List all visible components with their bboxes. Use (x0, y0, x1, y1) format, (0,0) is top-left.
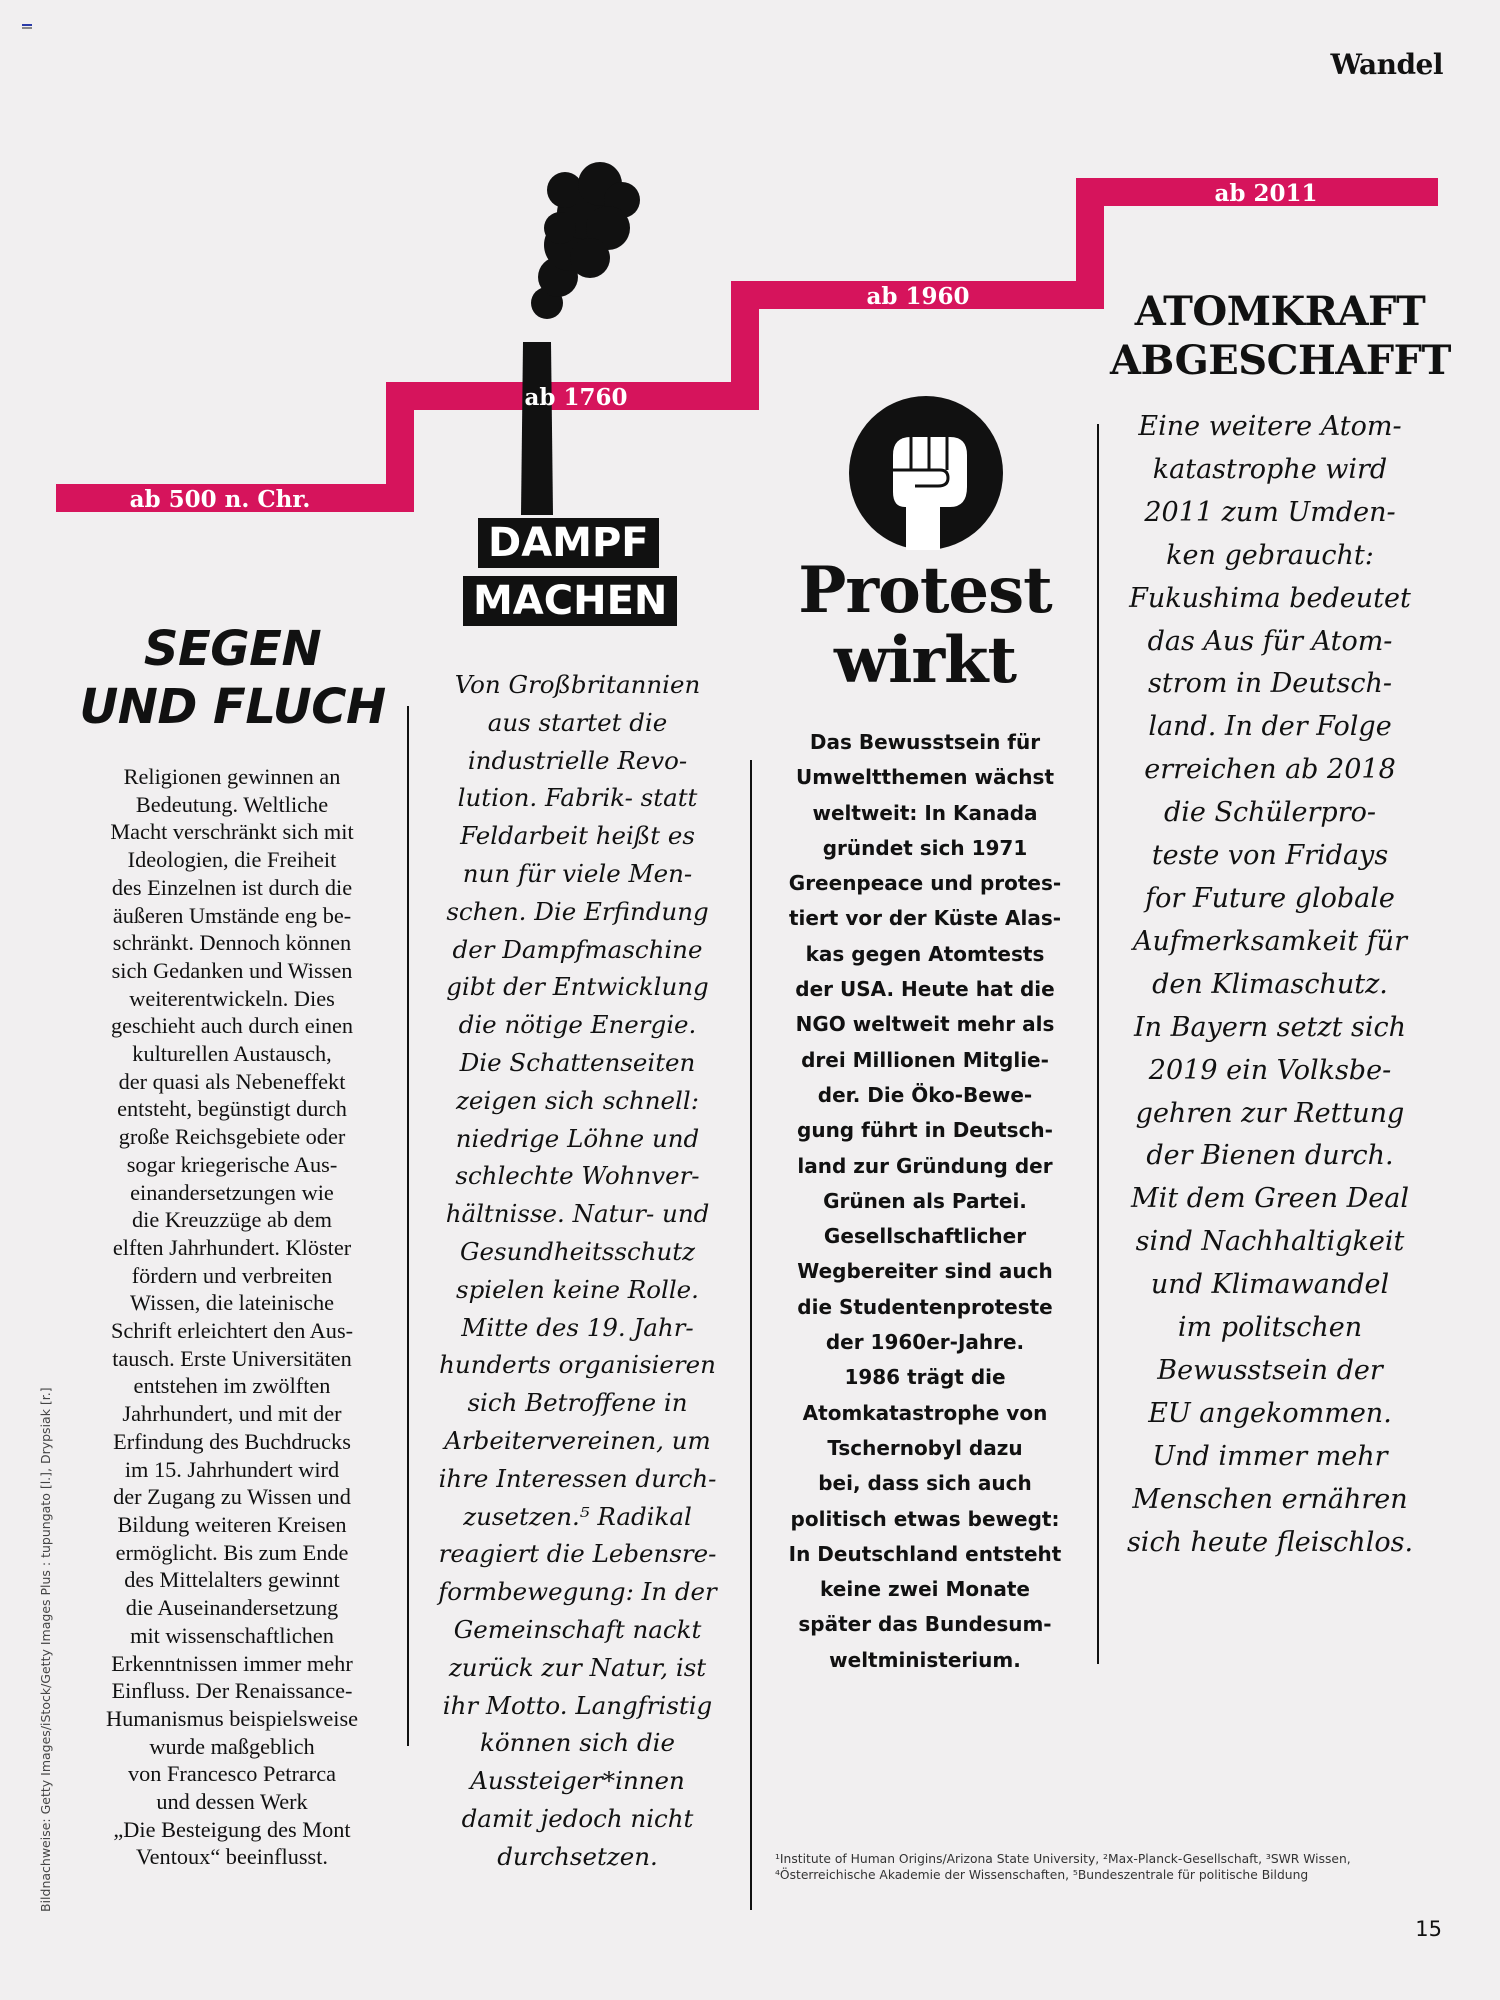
dampf-body-line: ihre Interessen durch- (438, 1463, 717, 1493)
column-rule-3 (1097, 424, 1099, 1664)
dampf-body-line: formbewegung: In der (438, 1577, 717, 1607)
atom-body-line: der Bienen durch. (1146, 1140, 1394, 1172)
segen-body-line: große Reichsgebiete oder (118, 1124, 346, 1150)
atom-body-line: EU angekommen. (1148, 1397, 1392, 1429)
dampf-title-line1-box (478, 518, 659, 568)
protest-body-line: der 1960er-Jahre. (825, 1330, 1025, 1355)
segen-body-line: wurde maßgeblich (149, 1733, 315, 1759)
dampf-body-line: schlechte Wohnver- (455, 1161, 700, 1191)
atom-body-line: Eine weitere Atom- (1138, 411, 1402, 442)
atom-body-line: die Schülerpro- (1164, 797, 1376, 829)
atom-body-line: In Bayern setzt sich (1133, 1011, 1407, 1043)
page-number: 15 (1415, 1917, 1442, 1941)
dampf-body-line: Aussteiger*innen (470, 1766, 685, 1796)
segen-body-line: Erfindung des Buchdrucks (113, 1428, 351, 1454)
dampf-body-line: zusetzen.⁵ Radikal (463, 1501, 692, 1531)
dampf-body-line: zeigen sich schnell: (456, 1085, 699, 1115)
sources-footnote: ¹Institute of Human Origins/Arizona State University, ²Max-Planck-Gesellschaft, ³SWR Wissen, ⁴Österreichische Akademie der Wissenschaften, ⁵Bundeszentrale für politische Bildung (775, 1852, 1351, 1882)
segen-body-line: sich Gedanken und Wissen (111, 957, 353, 983)
dampf-title-line2: MACHEN (463, 576, 677, 626)
protest-body-line: gründet sich 1971 (822, 835, 1028, 860)
segen-body-line: von Francesco Petrarca (127, 1761, 336, 1787)
dampf-body-line: nun für viele Men- (462, 858, 693, 888)
protest-body-line: der USA. Heute hat die (795, 977, 1055, 1002)
dampf-body-line: spielen keine Rolle. (456, 1274, 699, 1304)
protest-body-line: NGO weltweit mehr als (795, 1012, 1055, 1037)
atom-body-line: teste von Fridays (1151, 840, 1389, 872)
section-label: Wandel (1330, 48, 1443, 81)
factory-smoke-icon (521, 162, 640, 515)
protest-body-line: der. Die Öko-Bewe- (817, 1082, 1033, 1107)
atom-body-line: Bewusstsein der (1157, 1354, 1383, 1386)
protest-body-line: bei, dass sich auch (818, 1471, 1032, 1496)
dampf-body-line: Arbeitervereinen, um (444, 1425, 711, 1455)
atom-body (1115, 406, 1425, 1564)
dampf-body-line: durchsetzen. (497, 1841, 658, 1871)
timeline-label-1960: ab 1960 (866, 283, 970, 310)
dampf-body-line: lution. Fabrik- statt (457, 783, 698, 813)
segen-body-line: entstehen im zwölften (133, 1373, 331, 1399)
protest-body-line: 1986 trägt die (844, 1365, 1006, 1390)
atom-body-line: 2011 zum Umden- (1144, 496, 1396, 528)
dampf-body-line: die nötige Energie. (458, 1010, 697, 1040)
atom-body-line: Mit dem Green Deal (1131, 1183, 1409, 1215)
dampf-body-line: industrielle Revo- (467, 745, 688, 775)
segen-body-line: ermöglicht. Bis zum Ende (115, 1539, 349, 1565)
dampf-body-line: können sich die (480, 1728, 675, 1758)
protest-body-line: kas gegen Atomtests (805, 941, 1045, 966)
dampf-body-line: ihr Motto. Langfristig (442, 1690, 713, 1720)
protest-body-line: land zur Gründung der (797, 1153, 1053, 1178)
protest-body-line: weltweit: In Kanada (812, 800, 1038, 825)
atom-body-line: Aufmerksamkeit für (1133, 925, 1407, 957)
atom-body-line: im politschen (1177, 1312, 1363, 1344)
atom-body-line: ken gebraucht: (1166, 539, 1374, 571)
dampf-body-line: Die Schattenseiten (459, 1047, 696, 1077)
protest-body-line: die Studentenproteste (797, 1294, 1053, 1319)
segen-body-line: Ideologien, die Freiheit (127, 847, 337, 873)
segen-body (82, 763, 382, 1871)
timeline-label-1760: ab 1760 (524, 384, 628, 411)
dampf-body-line: der Dampfmaschine (452, 934, 703, 964)
dampf-body-line: reagiert die Lebensre- (438, 1539, 717, 1569)
image-credit: Bildnachweise: Getty Images/iStock/Getty Images Plus : tupungato [l.], Drypsiak [r.] (38, 1387, 53, 1912)
dampf-body-line: schen. Die Erfindung (446, 896, 709, 926)
dampf-body-line: niedrige Löhne und (455, 1123, 700, 1153)
protest-body-line: Umweltthemen wächst (795, 765, 1055, 790)
atom-body-line: und Klimawandel (1150, 1269, 1390, 1301)
segen-body-line: kulturellen Austausch, (132, 1041, 332, 1067)
segen-body-line: Jahrhundert, und mit der (122, 1401, 342, 1427)
segen-body-line: tausch. Erste Universitäten (112, 1345, 352, 1371)
atom-body-line: for Future globale (1145, 882, 1395, 914)
raised-fist-icon (849, 396, 1003, 550)
dampf-body-line: aus startet die (487, 707, 668, 737)
timeline-label-2011: ab 2011 (1214, 180, 1318, 207)
atom-body-line: den Klimaschutz. (1152, 968, 1388, 1000)
dampf-body-line: Gesundheitsschutz (459, 1236, 696, 1266)
atom-body-line: land. In der Folge (1148, 711, 1392, 743)
dampf-body-line: Gemeinschaft nackt (453, 1614, 702, 1644)
atom-body-line: 2019 ein Volksbe- (1148, 1054, 1392, 1086)
protest-body-line: Tschernobyl dazu (827, 1435, 1023, 1460)
segen-body-line: elften Jahrhundert. Klöster (112, 1234, 352, 1260)
segen-body-line: einandersetzungen wie (130, 1179, 334, 1205)
segen-body-line: Ventoux“ beeinflusst. (136, 1844, 328, 1870)
dampf-body-line: hältnisse. Natur- und (445, 1199, 710, 1229)
protest-body (775, 725, 1075, 1678)
protest-body-line: drei Millionen Mitglie- (801, 1047, 1049, 1072)
dampf-title-line1: DAMPF (478, 518, 659, 568)
protest-body-line: Grünen als Partei. (823, 1188, 1027, 1213)
protest-body-line: später das Bundesum- (798, 1612, 1052, 1637)
atom-body-line: strom in Deutsch- (1147, 668, 1392, 700)
dampf-body-line: Feldarbeit heißt es (460, 821, 695, 851)
segen-body-line: des Einzelnen ist durch die (111, 874, 353, 900)
atom-title: ATOMKRAFT ABGESCHAFFT (1110, 288, 1451, 384)
dampf-body-line: zurück zur Natur, ist (448, 1652, 707, 1682)
segen-body-line: entsteht, begünstigt durch (117, 1096, 347, 1122)
segen-body-line: „Die Besteigung des Mont (113, 1816, 351, 1842)
protest-body-line: Atomkatastrophe von (802, 1400, 1048, 1425)
segen-body-line: der quasi als Nebeneffekt (118, 1068, 346, 1094)
protest-body-line: politisch etwas bewegt: (790, 1506, 1060, 1531)
dampf-body (425, 666, 730, 1876)
segen-body-line: sogar kriegerische Aus- (126, 1151, 338, 1177)
segen-body-line: Bildung weiteren Kreisen (117, 1511, 347, 1537)
protest-body-line: tiert vor der Küste Alas- (788, 906, 1062, 931)
dampf-body-line: Von Großbritannien (454, 670, 701, 699)
segen-body-line: die Auseinandersetzung (125, 1595, 339, 1621)
atom-body-line: das Aus für Atom- (1147, 625, 1393, 657)
segen-body-line: des Mittelalters gewinnt (124, 1567, 340, 1593)
segen-body-line: Schrift erleichtert den Aus- (110, 1318, 354, 1344)
segen-body-line: schränkt. Dennoch können (112, 930, 352, 956)
timeline-label-500: ab 500 n. Chr. (129, 486, 311, 513)
segen-body-line: mit wissenschaftlichen (130, 1622, 334, 1648)
segen-body-line: fördern und verbreiten (131, 1262, 333, 1288)
protest-title: Protest wirkt (798, 553, 1052, 698)
segen-body-line: die Kreuzzüge ab dem (132, 1207, 332, 1233)
dampf-body-line: sich Betroffene in (467, 1388, 688, 1418)
segen-body-line: der Zugang zu Wissen und (113, 1484, 351, 1510)
atom-body-line: gehren zur Rettung (1135, 1097, 1405, 1129)
atom-body-line: Menschen ernähren (1132, 1483, 1408, 1515)
atom-body-line: Und immer mehr (1152, 1440, 1388, 1472)
segen-body-line: geschieht auch durch einen (110, 1013, 354, 1039)
column-rule-1 (407, 706, 409, 1746)
segen-body-line: im 15. Jahrhundert wird (124, 1456, 340, 1482)
segen-title: SEGEN UND FLUCH (79, 621, 386, 735)
protest-body-line: keine zwei Monate (820, 1577, 1030, 1602)
segen-body-line: Religionen gewinnen an (123, 764, 341, 789)
segen-body-line: weiterentwickeln. Dies (129, 985, 335, 1011)
protest-body-line: Gesellschaftlicher (823, 1224, 1027, 1249)
segen-body-line: Erkenntnissen immer mehr (111, 1650, 353, 1676)
atom-body-line: sich heute fleischlos. (1126, 1526, 1414, 1558)
dampf-body-line: gibt der Entwicklung (446, 972, 709, 1002)
segen-body-line: Humanismus beispielsweise (105, 1705, 359, 1731)
dampf-body-line: damit jedoch nicht (461, 1803, 694, 1833)
atom-body-line: Fukushima bedeutet (1129, 582, 1411, 614)
protest-body-line: In Deutschland entsteht (788, 1541, 1062, 1566)
segen-body-line: und dessen Werk (156, 1789, 308, 1815)
atom-body-line: erreichen ab 2018 (1144, 754, 1396, 786)
segen-body-line: Bedeutung. Weltliche (135, 791, 329, 817)
segen-body-line: Einfluss. Der Renaissance- (111, 1678, 353, 1704)
segen-body-line: Macht verschränkt sich mit (110, 819, 354, 845)
atom-body-line: katastrophe wird (1152, 453, 1388, 485)
protest-body-line: Das Bewusstsein für (809, 730, 1041, 754)
dampf-body-line: hunderts organisieren (439, 1350, 716, 1380)
protest-body-line: Wegbereiter sind auch (797, 1259, 1053, 1284)
column-rule-2 (750, 760, 752, 1910)
segen-body-line: äußeren Umstände eng be- (112, 902, 352, 928)
dampf-title-line2-box (463, 576, 677, 626)
segen-body-line: Wissen, die lateinische (129, 1290, 335, 1316)
atom-body-line: sind Nachhaltigkeit (1135, 1226, 1405, 1258)
protest-body-line: weltministerium. (829, 1647, 1021, 1672)
dampf-body-line: Mitte des 19. Jahr- (461, 1312, 694, 1342)
protest-body-line: gung führt in Deutsch- (797, 1118, 1053, 1143)
protest-body-line: Greenpeace und protes- (788, 871, 1062, 896)
